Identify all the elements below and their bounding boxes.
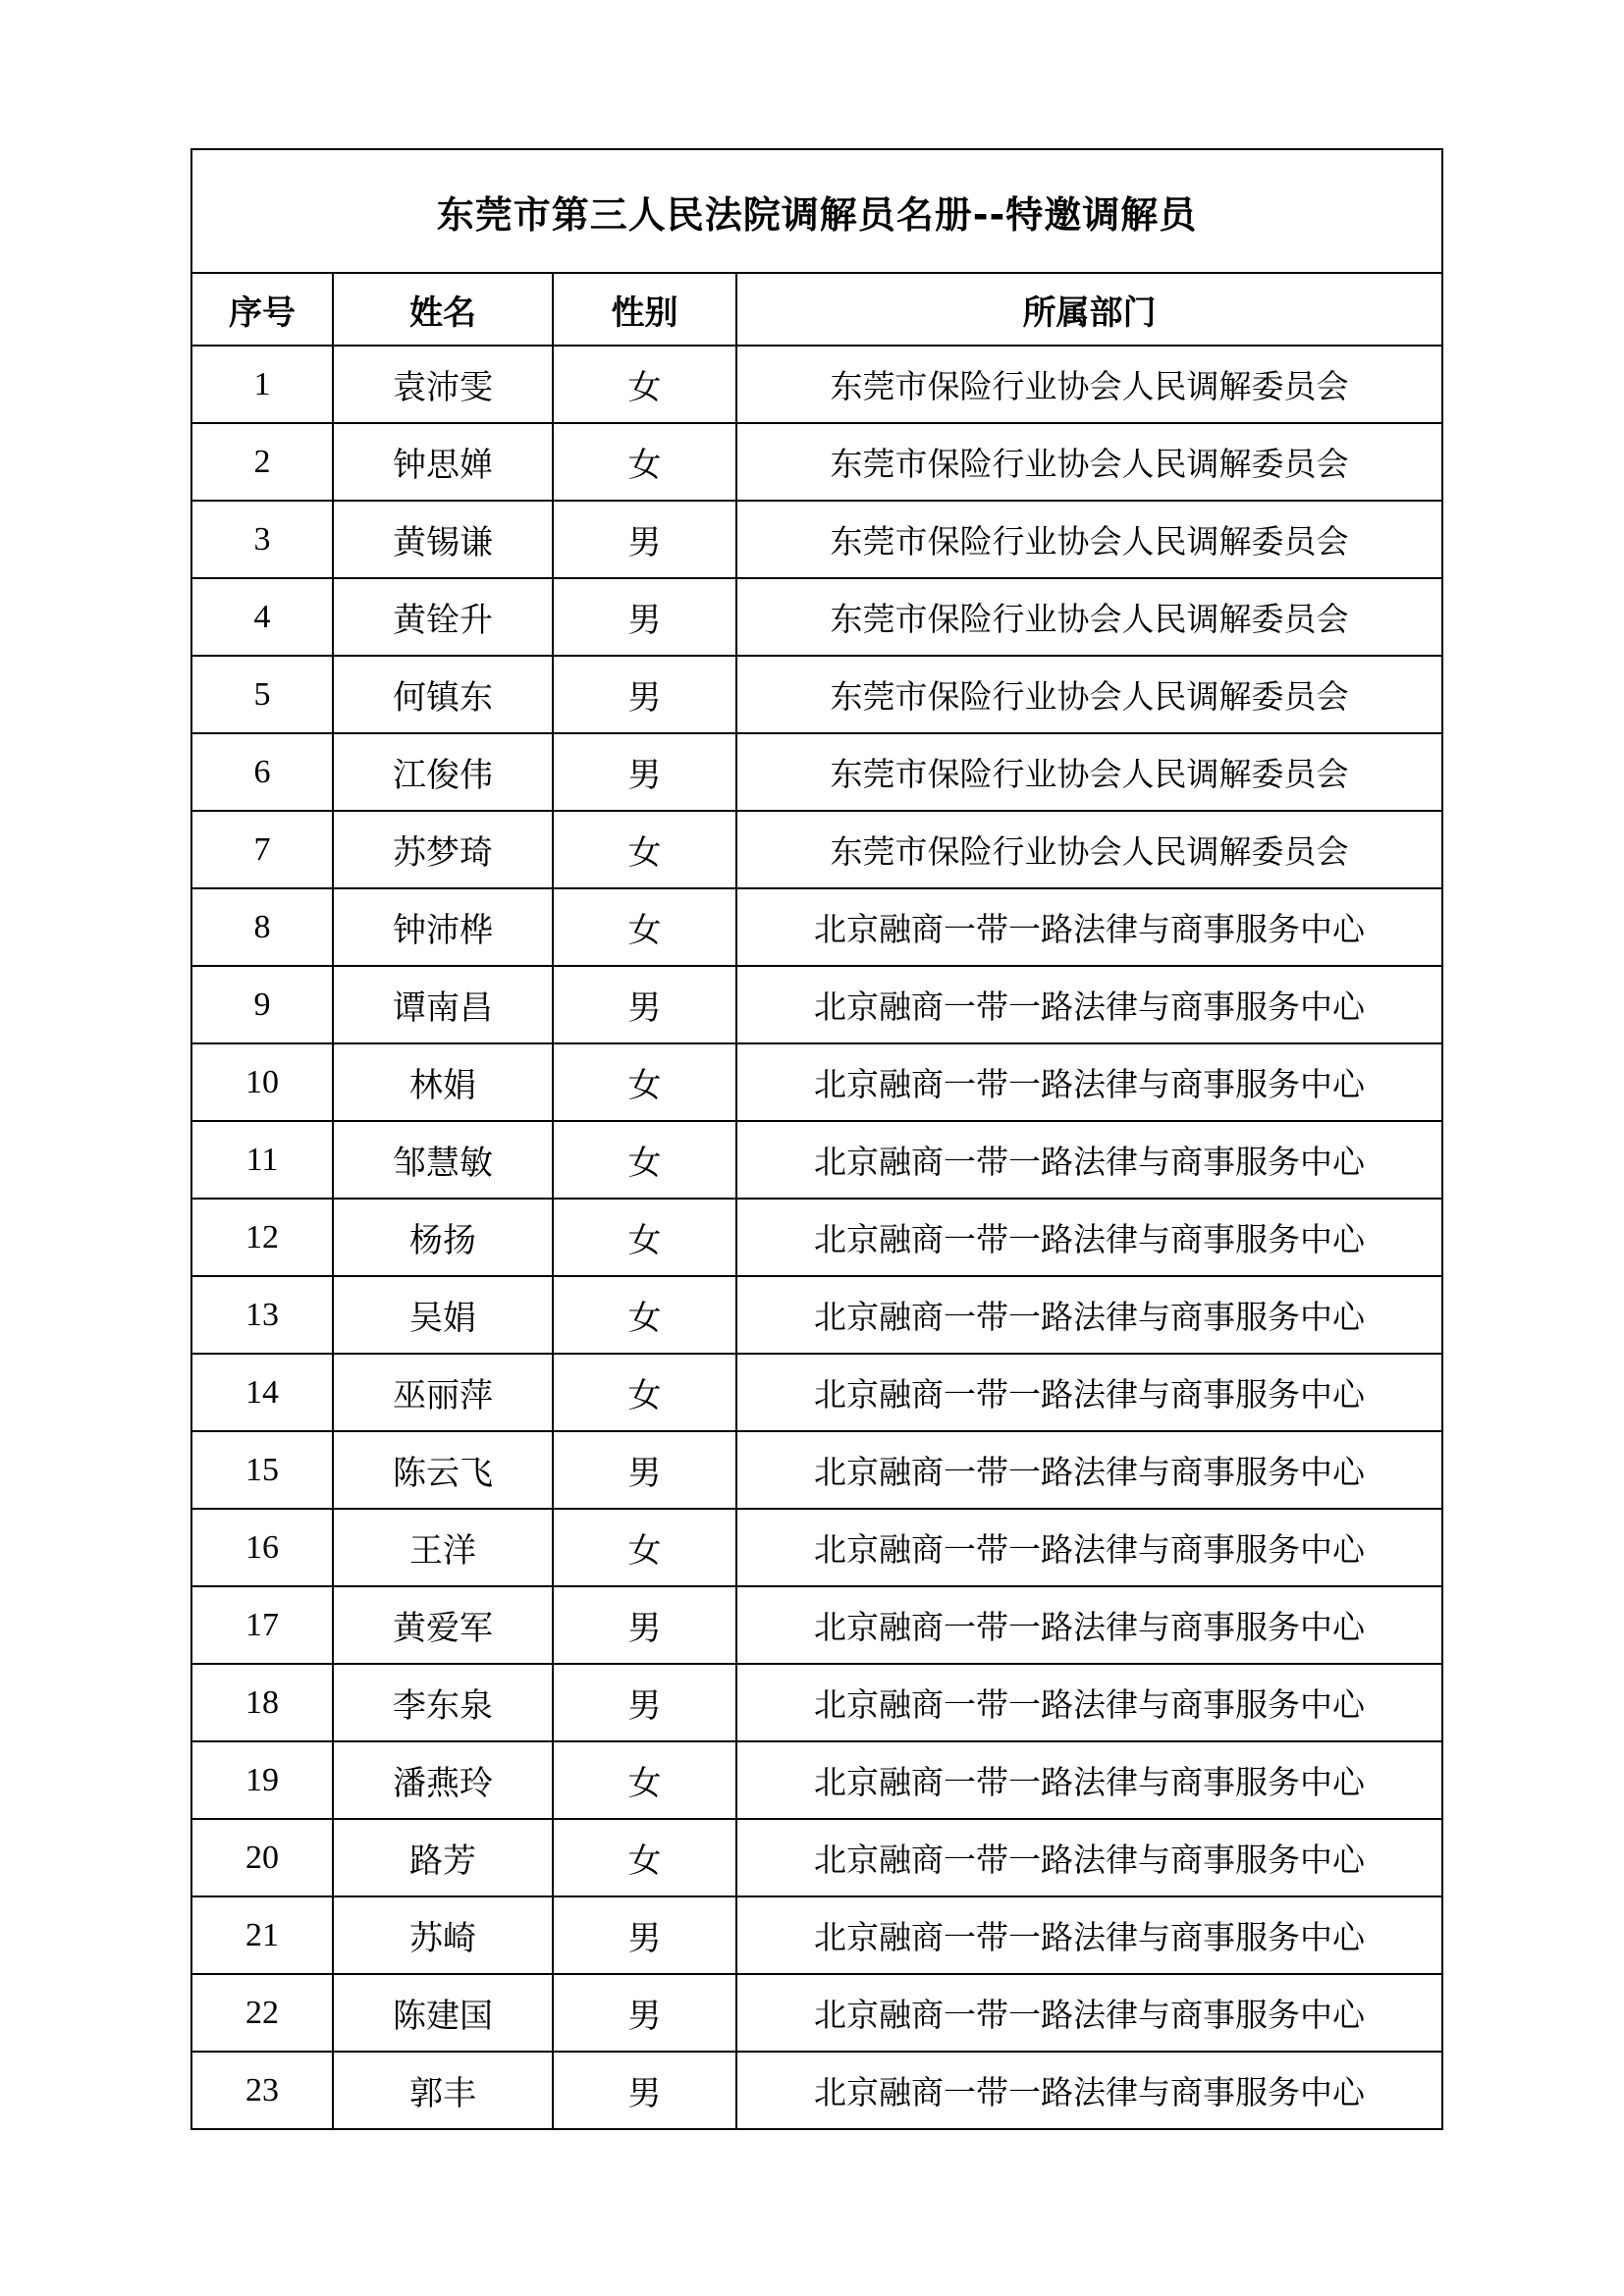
- gender-cell: 女: [553, 1354, 736, 1431]
- gender-cell: 男: [553, 501, 736, 578]
- mediator-name-cell: 李东泉: [333, 1664, 553, 1741]
- table-row: [191, 423, 1442, 501]
- table-row: [191, 1586, 1442, 1664]
- department-cell: 东莞市保险行业协会人民调解委员会: [736, 578, 1442, 656]
- mediator-name-cell: 钟思婵: [333, 423, 553, 501]
- row-number-cell: 6: [191, 733, 333, 811]
- gender-cell: 女: [553, 1509, 736, 1586]
- row-number-cell: 14: [191, 1354, 333, 1431]
- mediator-name-cell: 路芳: [333, 1819, 553, 1896]
- gender-cell: 男: [553, 656, 736, 733]
- row-number-cell: 18: [191, 1664, 333, 1741]
- row-number-cell: 13: [191, 1276, 333, 1354]
- department-cell: 东莞市保险行业协会人民调解委员会: [736, 501, 1442, 578]
- department-cell: 北京融商一带一路法律与商事服务中心: [736, 1819, 1442, 1896]
- gender-cell: 男: [553, 1664, 736, 1741]
- mediator-name-cell: 邹慧敏: [333, 1121, 553, 1199]
- row-number-cell: 15: [191, 1431, 333, 1509]
- row-number-cell: 10: [191, 1043, 333, 1121]
- gender-cell: 男: [553, 1586, 736, 1664]
- mediator-name-cell: 苏梦琦: [333, 811, 553, 888]
- table-row: [191, 1354, 1442, 1431]
- mediator-name-cell: 谭南昌: [333, 966, 553, 1043]
- mediator-name-cell: 苏崎: [333, 1896, 553, 1974]
- gender-cell: 女: [553, 1276, 736, 1354]
- mediator-name-cell: 陈云飞: [333, 1431, 553, 1509]
- row-number-cell: 12: [191, 1199, 333, 1276]
- gender-cell: 男: [553, 1896, 736, 1974]
- table-row: [191, 1121, 1442, 1199]
- mediator-name-cell: 黄铨升: [333, 578, 553, 656]
- mediator-name-cell: 潘燕玲: [333, 1741, 553, 1819]
- mediator-name-cell: 陈建国: [333, 1974, 553, 2052]
- mediator-name-cell: 郭丰: [333, 2052, 553, 2129]
- department-cell: 北京融商一带一路法律与商事服务中心: [736, 1121, 1442, 1199]
- table-row: [191, 1974, 1442, 2052]
- table-row: [191, 1664, 1442, 1741]
- department-cell: 北京融商一带一路法律与商事服务中心: [736, 1586, 1442, 1664]
- table-row: [191, 2052, 1442, 2129]
- column-header-name: 姓名: [333, 273, 553, 346]
- mediator-name-cell: 何镇东: [333, 656, 553, 733]
- mediator-name-cell: 钟沛桦: [333, 888, 553, 966]
- gender-cell: 女: [553, 423, 736, 501]
- gender-cell: 男: [553, 2052, 736, 2129]
- department-cell: 北京融商一带一路法律与商事服务中心: [736, 1354, 1442, 1431]
- department-cell: 北京融商一带一路法律与商事服务中心: [736, 2052, 1442, 2129]
- department-cell: 东莞市保险行业协会人民调解委员会: [736, 656, 1442, 733]
- department-cell: 东莞市保险行业协会人民调解委员会: [736, 811, 1442, 888]
- row-number-cell: 11: [191, 1121, 333, 1199]
- gender-cell: 女: [553, 811, 736, 888]
- row-number-cell: 23: [191, 2052, 333, 2129]
- department-cell: 北京融商一带一路法律与商事服务中心: [736, 1431, 1442, 1509]
- roster-body: [191, 346, 1442, 2129]
- mediator-name-cell: 江俊伟: [333, 733, 553, 811]
- gender-cell: 女: [553, 1199, 736, 1276]
- table-row: [191, 656, 1442, 733]
- department-cell: 北京融商一带一路法律与商事服务中心: [736, 1741, 1442, 1819]
- table-row: [191, 966, 1442, 1043]
- row-number-cell: 20: [191, 1819, 333, 1896]
- row-number-cell: 5: [191, 656, 333, 733]
- row-number-cell: 7: [191, 811, 333, 888]
- title-row: [191, 149, 1442, 273]
- gender-cell: 女: [553, 346, 736, 423]
- column-header-gender: 性别: [553, 273, 736, 346]
- table-row: [191, 811, 1442, 888]
- row-number-cell: 22: [191, 1974, 333, 2052]
- gender-cell: 女: [553, 1121, 736, 1199]
- department-cell: 东莞市保险行业协会人民调解委员会: [736, 346, 1442, 423]
- gender-cell: 女: [553, 1043, 736, 1121]
- mediator-name-cell: 杨扬: [333, 1199, 553, 1276]
- row-number-cell: 8: [191, 888, 333, 966]
- gender-cell: 男: [553, 578, 736, 656]
- row-number-cell: 2: [191, 423, 333, 501]
- table-row: [191, 1043, 1442, 1121]
- mediator-name-cell: 黄锡谦: [333, 501, 553, 578]
- gender-cell: 男: [553, 733, 736, 811]
- column-header-department: 所属部门: [736, 273, 1442, 346]
- department-cell: 北京融商一带一路法律与商事服务中心: [736, 1664, 1442, 1741]
- column-header-number: 序号: [191, 273, 333, 346]
- row-number-cell: 17: [191, 1586, 333, 1664]
- mediator-name-cell: 吴娟: [333, 1276, 553, 1354]
- table-row: [191, 888, 1442, 966]
- department-cell: 北京融商一带一路法律与商事服务中心: [736, 888, 1442, 966]
- row-number-cell: 3: [191, 501, 333, 578]
- gender-cell: 女: [553, 1741, 736, 1819]
- table-row: [191, 501, 1442, 578]
- row-number-cell: 1: [191, 346, 333, 423]
- department-cell: 北京融商一带一路法律与商事服务中心: [736, 1896, 1442, 1974]
- header-row: [191, 273, 1442, 346]
- gender-cell: 女: [553, 888, 736, 966]
- gender-cell: 男: [553, 966, 736, 1043]
- department-cell: 北京融商一带一路法律与商事服务中心: [736, 1043, 1442, 1121]
- mediator-name-cell: 袁沛雯: [333, 346, 553, 423]
- mediator-name-cell: 黄爱军: [333, 1586, 553, 1664]
- department-cell: 北京融商一带一路法律与商事服务中心: [736, 1199, 1442, 1276]
- document-title: 东莞市第三人民法院调解员名册--特邀调解员: [191, 149, 1442, 273]
- row-number-cell: 16: [191, 1509, 333, 1586]
- mediator-name-cell: 巫丽萍: [333, 1354, 553, 1431]
- department-cell: 北京融商一带一路法律与商事服务中心: [736, 966, 1442, 1043]
- gender-cell: 男: [553, 1431, 736, 1509]
- mediator-roster-table: [190, 148, 1443, 2130]
- department-cell: 北京融商一带一路法律与商事服务中心: [736, 1974, 1442, 2052]
- table-row: [191, 1199, 1442, 1276]
- table-row: [191, 346, 1442, 423]
- gender-cell: 女: [553, 1819, 736, 1896]
- table-row: [191, 1509, 1442, 1586]
- table-row: [191, 733, 1442, 811]
- table-row: [191, 1276, 1442, 1354]
- table-row: [191, 1431, 1442, 1509]
- department-cell: 东莞市保险行业协会人民调解委员会: [736, 733, 1442, 811]
- row-number-cell: 4: [191, 578, 333, 656]
- table-row: [191, 1819, 1442, 1896]
- row-number-cell: 9: [191, 966, 333, 1043]
- department-cell: 东莞市保险行业协会人民调解委员会: [736, 423, 1442, 501]
- mediator-name-cell: 王洋: [333, 1509, 553, 1586]
- row-number-cell: 19: [191, 1741, 333, 1819]
- table-row: [191, 1741, 1442, 1819]
- mediator-name-cell: 林娟: [333, 1043, 553, 1121]
- gender-cell: 男: [553, 1974, 736, 2052]
- department-cell: 北京融商一带一路法律与商事服务中心: [736, 1509, 1442, 1586]
- department-cell: 北京融商一带一路法律与商事服务中心: [736, 1276, 1442, 1354]
- row-number-cell: 21: [191, 1896, 333, 1974]
- table-row: [191, 578, 1442, 656]
- table-row: [191, 1896, 1442, 1974]
